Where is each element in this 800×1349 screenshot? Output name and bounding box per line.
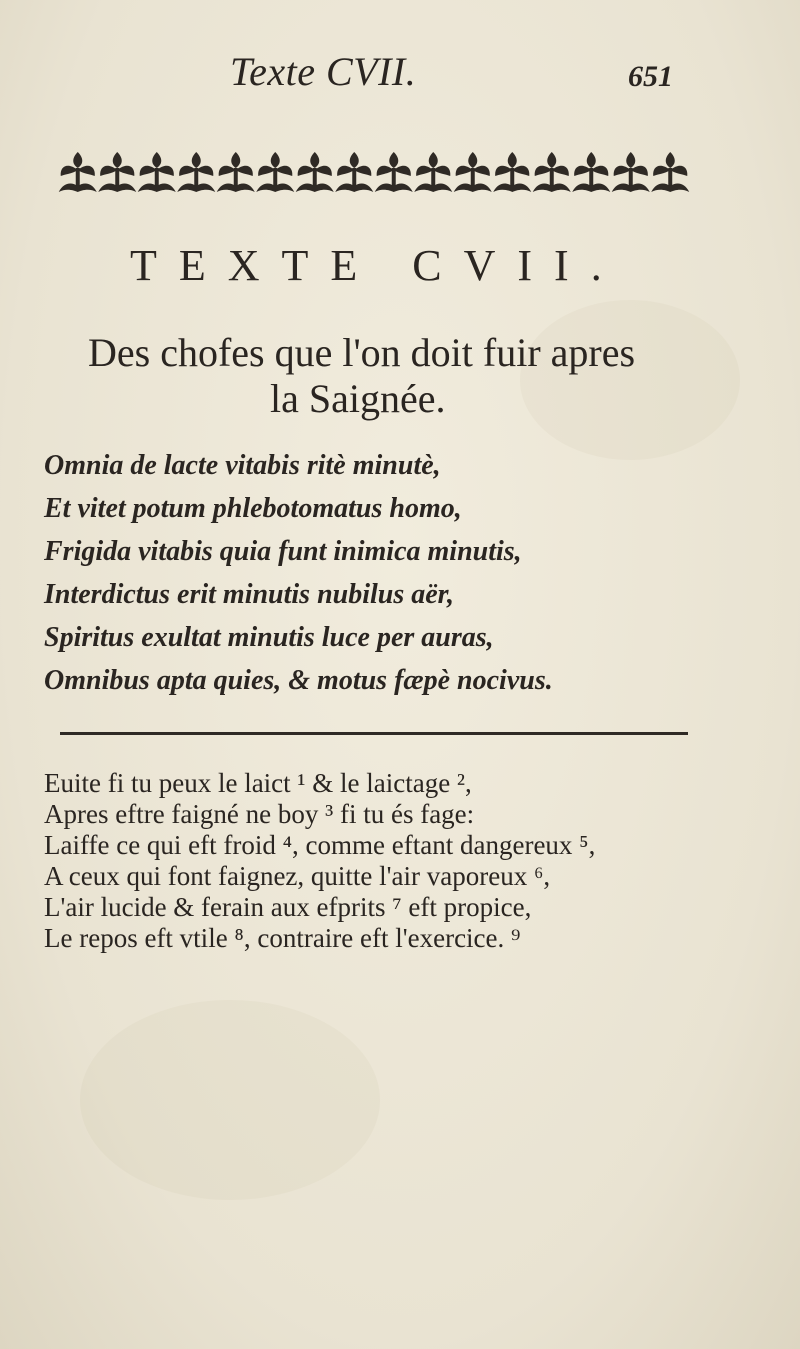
subtitle-line-2: la Saignée.	[270, 376, 446, 421]
french-verse: Le repos eft vtile ⁸, contraire eft l'exercice. ⁹	[44, 923, 521, 953]
subtitle-line-1: Des chofes que l'on doit fuir apres	[88, 330, 636, 375]
french-verse: A ceux qui font faignez, quitte l'air vaporeux ⁶,	[44, 861, 551, 891]
fleuron-icon	[217, 152, 255, 192]
latin-verse: Spiritus exultat minutis luce per auras,	[44, 622, 494, 653]
fleuron-icon	[612, 152, 650, 192]
fleuron-icon	[533, 152, 571, 192]
fleuron-icon	[59, 152, 97, 192]
french-verse: Apres eftre faigné ne boy ³ fi tu és fage:	[44, 799, 475, 829]
fleuron-icon	[572, 152, 610, 192]
fleuron-icon	[375, 152, 413, 192]
french-verse: Laiffe ce qui eft froid ⁴, comme eftant dangereux ⁵,	[44, 830, 596, 860]
latin-verses	[44, 444, 734, 702]
fleuron-icon	[98, 152, 136, 192]
latin-verse: Interdictus erit minutis nubilus aër,	[44, 579, 455, 610]
horizontal-rule	[60, 732, 688, 735]
latin-verse: Frigida vitabis quia funt inimica minutis,	[44, 536, 522, 567]
fleuron-icon	[414, 152, 452, 192]
fleuron-icon	[138, 152, 176, 192]
fleuron-icon	[454, 152, 492, 192]
latin-verse: Et vitet potum phlebotomatus homo,	[44, 493, 462, 524]
french-verses	[44, 768, 744, 954]
section-title: TEXTE CVII.	[130, 241, 624, 290]
subtitle	[88, 330, 688, 422]
fleuron-icon	[177, 152, 215, 192]
fleuron-icon	[651, 152, 689, 192]
french-verse: Euite fi tu peux le laict ¹ & le laictage ²,	[44, 768, 472, 798]
latin-verse: Omnibus apta quies, & motus fæpè nocivus.	[44, 665, 553, 696]
fleuron-icon	[256, 152, 294, 192]
fleuron-icon	[493, 152, 531, 192]
running-head: Texte CVII.	[230, 49, 417, 94]
fleuron-ornament-band	[58, 148, 690, 196]
page-number: 651	[628, 60, 673, 93]
fleuron-icon	[296, 152, 334, 192]
paper-stain	[80, 1000, 380, 1200]
latin-verse: Omnia de lacte vitabis ritè minutè,	[44, 450, 441, 481]
french-verse: L'air lucide & ferain aux efprits ⁷ eft propice,	[44, 892, 532, 922]
fleuron-icon	[335, 152, 373, 192]
